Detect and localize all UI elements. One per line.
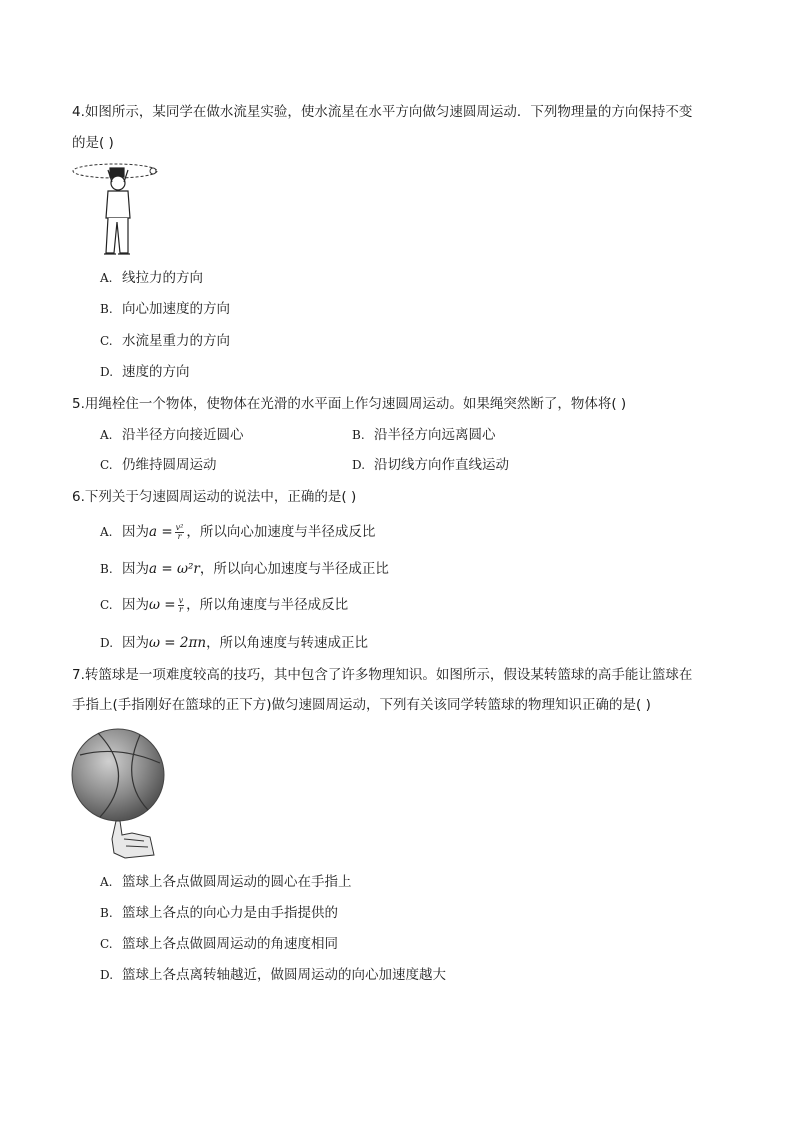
q4-stem-line1: 4.如图所示，某同学在做水流星实验，使水流星在水平方向做匀速圆周运动．下列物理量的方向保持不变 — [72, 104, 693, 120]
q7-option-b[interactable] — [100, 902, 338, 924]
option-suffix: ，所以向心加速度与半径成反比 — [186, 524, 376, 540]
q5-option-c[interactable] — [100, 454, 217, 476]
option-text: 篮球上各点做圆周运动的角速度相同 — [122, 936, 338, 952]
q5-stem: 5.用绳栓住一个物体，使物体在光滑的水平面上作匀速圆周运动。如果绳突然断了，物体将( ) — [72, 396, 627, 412]
option-text: 仍维持圆周运动 — [122, 457, 217, 473]
q6-option-d[interactable] — [100, 632, 368, 654]
option-text: 沿半径方向接近圆心 — [122, 427, 244, 443]
q7-stem-line2: 手指上(手指刚好在篮球的正下方)做匀速圆周运动，下列有关该同学转篮球的物理知识正确的是( ) — [72, 697, 651, 713]
formula: a = ω²r — [149, 561, 200, 577]
option-label: A. — [100, 875, 113, 889]
meteor-ball — [150, 168, 156, 174]
option-label: B. — [100, 302, 113, 316]
fraction-denominator: r — [177, 531, 182, 541]
q4-option-a[interactable] — [100, 267, 203, 289]
q7-option-c[interactable] — [100, 933, 338, 955]
q6-option-b[interactable] — [100, 558, 389, 580]
q7-option-d[interactable] — [100, 964, 446, 986]
hand-figure — [112, 821, 154, 858]
q5-option-d[interactable] — [352, 454, 509, 476]
option-text: 线拉力的方向 — [122, 270, 203, 286]
option-prefix: 因为 — [122, 524, 149, 540]
option-text: 沿切线方向作直线运动 — [374, 457, 509, 473]
option-label: C. — [100, 458, 113, 472]
formula-lhs: ω = — [149, 597, 176, 613]
option-suffix: ，所以向心加速度与半径成正比 — [199, 561, 389, 577]
q7-option-a[interactable] — [100, 871, 352, 893]
q5-option-a[interactable] — [100, 424, 244, 446]
option-label: C. — [100, 334, 113, 348]
option-label: C. — [100, 937, 113, 951]
option-label: C. — [100, 598, 113, 612]
option-text: 速度的方向 — [122, 364, 190, 380]
option-text: 沿半径方向远离圆心 — [374, 427, 496, 443]
option-text: 水流星重力的方向 — [122, 333, 230, 349]
option-suffix: ，所以角速度与半径成反比 — [186, 597, 349, 613]
option-text: 向心加速度的方向 — [122, 301, 230, 317]
option-text: 篮球上各点离转轴越近，做圆周运动的向心加速度越大 — [122, 967, 446, 983]
q4-option-b[interactable] — [100, 298, 230, 320]
q7-stem-line1: 7.转篮球是一项难度较高的技巧，其中包含了许多物理知识。如图所示，假设某转篮球的高手能让篮球在 — [72, 667, 693, 683]
option-text: 篮球上各点做圆周运动的圆心在手指上 — [122, 874, 352, 890]
option-label: B. — [100, 562, 113, 576]
q4-stem-line2: 的是( ) — [72, 135, 114, 151]
option-label: A. — [100, 271, 113, 285]
water-meteor-figure — [70, 158, 160, 260]
formula-lhs: a = — [149, 524, 173, 540]
q6-stem: 6.下列关于匀速圆周运动的说法中，正确的是( ) — [72, 489, 357, 505]
q4-option-d[interactable] — [100, 361, 190, 383]
formula-fraction — [178, 597, 185, 614]
option-label: D. — [100, 365, 114, 379]
fraction-numerator: v — [178, 595, 184, 605]
option-label: B. — [100, 906, 113, 920]
option-suffix: ，所以角速度与转速成正比 — [206, 635, 369, 651]
student-figure — [104, 168, 130, 254]
q5-option-b[interactable] — [352, 424, 496, 446]
option-label: D. — [100, 636, 114, 650]
fraction-numerator: v² — [175, 522, 184, 532]
fraction-denominator: r — [178, 604, 183, 614]
option-label: B. — [352, 428, 365, 442]
option-prefix: 因为 — [122, 561, 149, 577]
option-text: 篮球上各点的向心力是由手指提供的 — [122, 905, 338, 921]
formula-fraction — [175, 524, 185, 541]
option-label: A. — [100, 428, 113, 442]
option-label: D. — [100, 968, 114, 982]
q6-option-a[interactable] — [100, 521, 375, 543]
basketball-figure — [70, 725, 170, 860]
option-prefix: 因为 — [122, 635, 149, 651]
q6-option-c[interactable] — [100, 594, 348, 616]
q4-option-c[interactable] — [100, 330, 230, 352]
formula: ω = 2πn — [149, 635, 207, 651]
option-prefix: 因为 — [122, 597, 149, 613]
option-label: D. — [352, 458, 366, 472]
option-label: A. — [100, 525, 113, 539]
